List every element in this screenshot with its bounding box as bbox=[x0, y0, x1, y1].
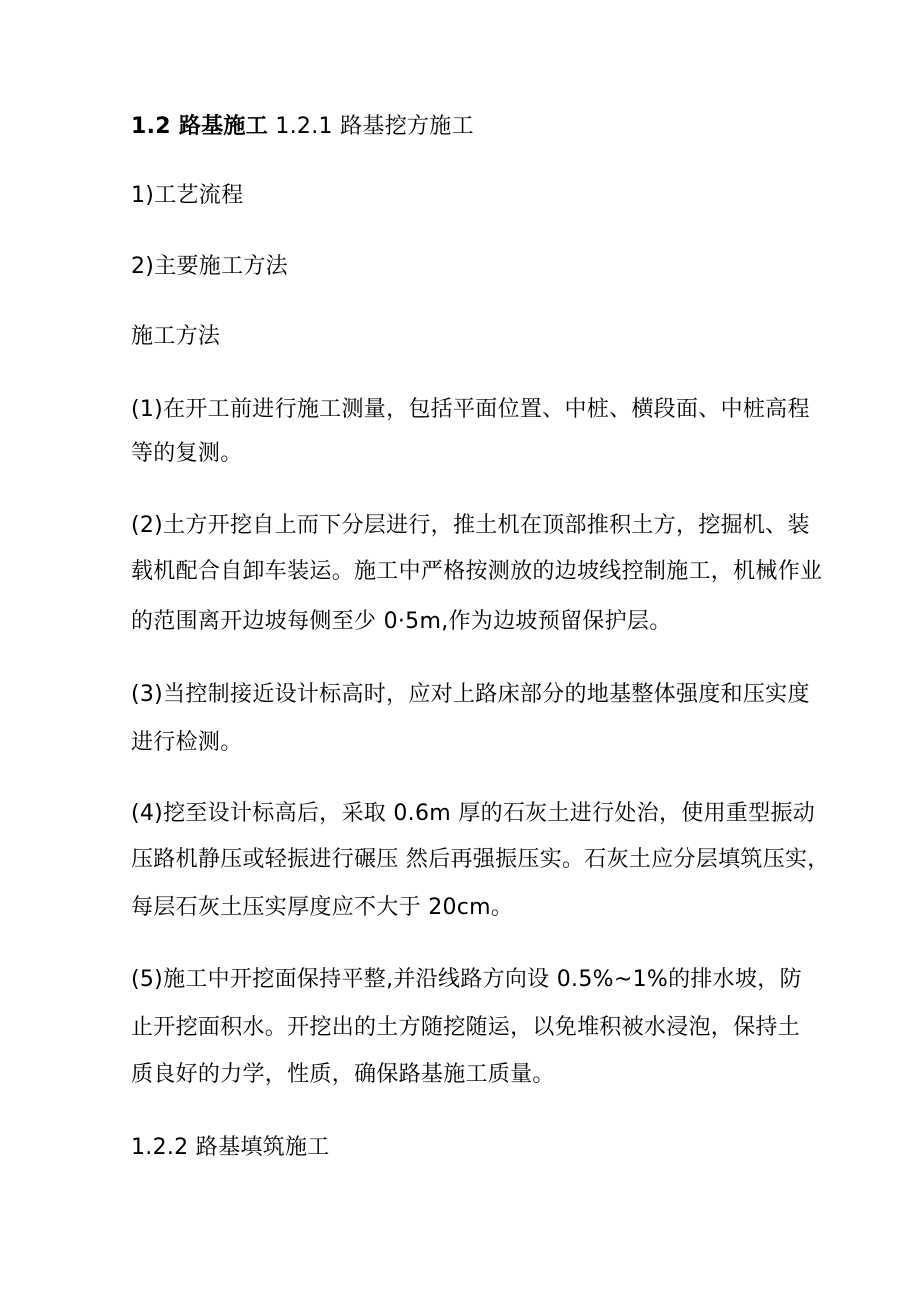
paragraph-5-line-3: 质良好的力学，性质，确保路基施工质量。 bbox=[131, 1062, 555, 1087]
paragraph-5-line-1: (5)施工中开挖面保持平整,并沿线路方向设 0.5%~1%的排水坡，防 bbox=[131, 967, 802, 992]
item-process-flow: 1)工艺流程 bbox=[131, 183, 244, 208]
subsection-heading: 1.2.2 路基填筑施工 bbox=[131, 1135, 330, 1160]
paragraph-2-line-1: (2)土方开挖自上而下分层进行，推土机在顶部推积土方，挖掘机、装 bbox=[131, 513, 810, 538]
item-main-methods: 2)主要施工方法 bbox=[131, 254, 288, 279]
paragraph-2-line-3: 的范围离开边坡每侧至少 0·5m,作为边坡预留保护层。 bbox=[131, 609, 672, 634]
section-title: 1.2 路基施工 bbox=[131, 114, 269, 139]
paragraph-1-line-2: 等的复测。 bbox=[131, 441, 243, 466]
paragraph-3-line-1: (3)当控制接近设计标高时，应对上路床部分的地基整体强度和压实度 bbox=[131, 682, 810, 707]
paragraph-5-line-2: 止开挖面积水。开挖出的土方随挖随运，以免堆积被水浸泡，保持土 bbox=[131, 1015, 801, 1040]
method-label: 施工方法 bbox=[131, 324, 221, 349]
paragraph-4-line-1: (4)挖至设计标高后，采取 0.6m 厚的石灰土进行处治，使用重型振动 bbox=[131, 801, 816, 826]
section-heading bbox=[131, 112, 474, 142]
paragraph-4-line-3: 每层石灰土压实厚度应不大于 20cm。 bbox=[131, 895, 514, 920]
paragraph-1-line-1: (1)在开工前进行施工测量，包括平面位置、中桩、横段面、中桩高程 bbox=[131, 397, 810, 422]
paragraph-4-line-2: 压路机静压或轻振进行碾压 然后再强振压实。石灰土应分层填筑压实， bbox=[131, 847, 830, 872]
subsection-title: 1.2.1 路基挖方施工 bbox=[268, 114, 474, 139]
paragraph-2-line-2: 载机配合自卸车装运。施工中严格按测放的边坡线控制施工，机械作业 bbox=[131, 559, 823, 584]
paragraph-3-line-2: 进行检测。 bbox=[131, 730, 243, 755]
